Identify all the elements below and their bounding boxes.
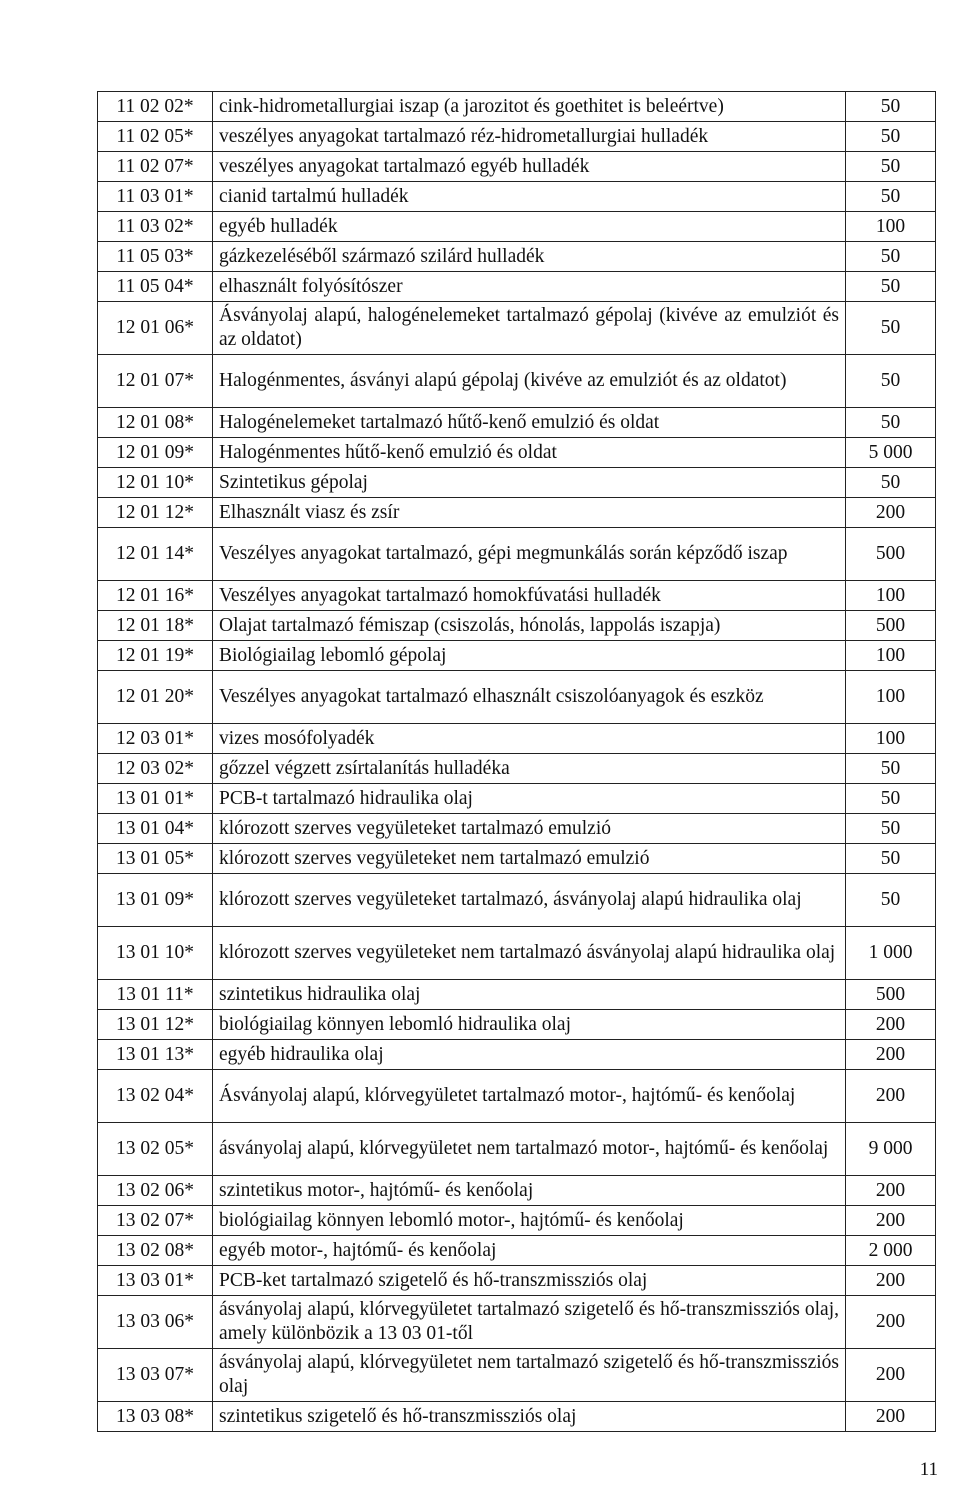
waste-code-cell: 13 01 13* — [98, 1040, 213, 1070]
waste-description-cell: Ásványolaj alapú, halogénelemeket tartalmazó gépolaj (kivéve az emulziót és az oldatot) — [213, 302, 846, 355]
quantity-cell: 50 — [846, 182, 936, 212]
table-row — [98, 1349, 936, 1402]
waste-code-cell: 13 02 04* — [98, 1070, 213, 1123]
waste-description-cell: Biológiailag lebomló gépolaj — [213, 641, 846, 671]
waste-description-cell: Veszélyes anyagokat tartalmazó homokfúvatási hulladék — [213, 581, 846, 611]
waste-code-cell: 12 01 20* — [98, 671, 213, 724]
quantity-cell: 200 — [846, 1402, 936, 1432]
quantity-cell: 100 — [846, 641, 936, 671]
quantity-cell: 200 — [846, 1040, 936, 1070]
waste-code-cell: 12 01 06* — [98, 302, 213, 355]
table-row — [98, 438, 936, 468]
waste-code-cell: 11 05 04* — [98, 272, 213, 302]
waste-description-cell: veszélyes anyagokat tartalmazó réz-hidrometallurgiai hulladék — [213, 122, 846, 152]
waste-description-cell: szintetikus hidraulika olaj — [213, 980, 846, 1010]
table-row — [98, 611, 936, 641]
waste-description-cell: cianid tartalmú hulladék — [213, 182, 846, 212]
waste-description-cell: Ásványolaj alapú, klórvegyületet tartalmazó motor-, hajtómű- és kenőolaj — [213, 1070, 846, 1123]
page-number: 11 — [919, 1459, 938, 1480]
waste-description-cell: klórozott szerves vegyületeket tartalmazó, ásványolaj alapú hidraulika olaj — [213, 874, 846, 927]
table-row — [98, 927, 936, 980]
quantity-cell: 50 — [846, 844, 936, 874]
table-row — [98, 1010, 936, 1040]
waste-description-cell: szintetikus motor-, hajtómű- és kenőolaj — [213, 1176, 846, 1206]
table-row — [98, 784, 936, 814]
quantity-cell: 50 — [846, 302, 936, 355]
waste-code-cell: 12 01 16* — [98, 581, 213, 611]
table-row — [98, 980, 936, 1010]
table-row — [98, 272, 936, 302]
table-row — [98, 641, 936, 671]
waste-code-cell: 11 02 05* — [98, 122, 213, 152]
quantity-cell: 50 — [846, 754, 936, 784]
waste-code-cell: 12 01 12* — [98, 498, 213, 528]
table-row — [98, 1296, 936, 1349]
quantity-cell: 50 — [846, 814, 936, 844]
table-row — [98, 1236, 936, 1266]
quantity-cell: 100 — [846, 212, 936, 242]
waste-description-cell: biológiailag könnyen lebomló motor-, hajtómű- és kenőolaj — [213, 1206, 846, 1236]
waste-description-cell: egyéb motor-, hajtómű- és kenőolaj — [213, 1236, 846, 1266]
waste-description-cell: egyéb hidraulika olaj — [213, 1040, 846, 1070]
waste-description-cell: ásványolaj alapú, klórvegyületet nem tartalmazó motor-, hajtómű- és kenőolaj — [213, 1123, 846, 1176]
waste-description-cell: vizes mosófolyadék — [213, 724, 846, 754]
table-row — [98, 92, 936, 122]
waste-code-cell: 12 03 02* — [98, 754, 213, 784]
waste-description-cell: szintetikus szigetelő és hő-transzmissziós olaj — [213, 1402, 846, 1432]
waste-description-cell: veszélyes anyagokat tartalmazó egyéb hulladék — [213, 152, 846, 182]
waste-description-cell: klórozott szerves vegyületeket tartalmazó emulzió — [213, 814, 846, 844]
table-row — [98, 724, 936, 754]
table-row — [98, 152, 936, 182]
table-row — [98, 581, 936, 611]
table-row — [98, 408, 936, 438]
quantity-cell: 50 — [846, 152, 936, 182]
waste-code-cell: 13 03 01* — [98, 1266, 213, 1296]
table-row — [98, 1266, 936, 1296]
quantity-cell: 200 — [846, 1176, 936, 1206]
waste-description-cell: gőzzel végzett zsírtalanítás hulladéka — [213, 754, 846, 784]
waste-code-cell: 13 02 05* — [98, 1123, 213, 1176]
quantity-cell: 50 — [846, 874, 936, 927]
table-row — [98, 1402, 936, 1432]
waste-description-cell: klórozott szerves vegyületeket nem tartalmazó ásványolaj alapú hidraulika olaj — [213, 927, 846, 980]
waste-description-cell: PCB-ket tartalmazó szigetelő és hő-transzmissziós olaj — [213, 1266, 846, 1296]
waste-description-cell: gázkezeléséből származó szilárd hulladék — [213, 242, 846, 272]
quantity-cell: 500 — [846, 528, 936, 581]
waste-code-cell: 12 01 10* — [98, 468, 213, 498]
waste-description-cell: Halogénmentes hűtő-kenő emulzió és oldat — [213, 438, 846, 468]
quantity-cell: 200 — [846, 1070, 936, 1123]
quantity-cell: 50 — [846, 272, 936, 302]
quantity-cell: 50 — [846, 468, 936, 498]
quantity-cell: 500 — [846, 611, 936, 641]
table-row — [98, 122, 936, 152]
waste-table — [97, 91, 936, 1432]
table-row — [98, 212, 936, 242]
table-row — [98, 671, 936, 724]
table-row — [98, 874, 936, 927]
waste-code-cell: 12 01 14* — [98, 528, 213, 581]
waste-code-cell: 13 01 01* — [98, 784, 213, 814]
waste-code-cell: 12 01 08* — [98, 408, 213, 438]
waste-code-cell: 13 03 07* — [98, 1349, 213, 1402]
waste-description-cell: klórozott szerves vegyületeket nem tartalmazó emulzió — [213, 844, 846, 874]
table-row — [98, 528, 936, 581]
table-row — [98, 1070, 936, 1123]
waste-description-cell: Olajat tartalmazó fémiszap (csiszolás, hónolás, lappolás iszapja) — [213, 611, 846, 641]
quantity-cell: 200 — [846, 498, 936, 528]
waste-description-cell: PCB-t tartalmazó hidraulika olaj — [213, 784, 846, 814]
waste-code-cell: 13 01 05* — [98, 844, 213, 874]
quantity-cell: 100 — [846, 724, 936, 754]
waste-description-cell: Halogénelemeket tartalmazó hűtő-kenő emulzió és oldat — [213, 408, 846, 438]
waste-code-cell: 12 01 09* — [98, 438, 213, 468]
waste-description-cell: biológiailag könnyen lebomló hidraulika olaj — [213, 1010, 846, 1040]
table-row — [98, 242, 936, 272]
waste-description-cell: ásványolaj alapú, klórvegyületet nem tartalmazó szigetelő és hő-transzmissziós olaj — [213, 1349, 846, 1402]
quantity-cell: 1 000 — [846, 927, 936, 980]
waste-code-cell: 13 03 08* — [98, 1402, 213, 1432]
waste-code-cell: 11 03 02* — [98, 212, 213, 242]
waste-description-cell: cink-hidrometallurgiai iszap (a jarozitot és goethitet is beleértve) — [213, 92, 846, 122]
table-row — [98, 302, 936, 355]
waste-description-cell: elhasznált folyósítószer — [213, 272, 846, 302]
quantity-cell: 100 — [846, 581, 936, 611]
quantity-cell: 200 — [846, 1349, 936, 1402]
waste-code-cell: 12 01 19* — [98, 641, 213, 671]
quantity-cell: 5 000 — [846, 438, 936, 468]
waste-description-cell: Szintetikus gépolaj — [213, 468, 846, 498]
waste-description-cell: Veszélyes anyagokat tartalmazó, gépi megmunkálás során képződő iszap — [213, 528, 846, 581]
waste-code-cell: 12 01 18* — [98, 611, 213, 641]
quantity-cell: 200 — [846, 1266, 936, 1296]
waste-code-cell: 13 01 09* — [98, 874, 213, 927]
quantity-cell: 200 — [846, 1010, 936, 1040]
waste-description-cell: egyéb hulladék — [213, 212, 846, 242]
waste-code-cell: 12 01 07* — [98, 355, 213, 408]
waste-table-body — [98, 92, 936, 1432]
waste-code-cell: 11 05 03* — [98, 242, 213, 272]
table-row — [98, 1176, 936, 1206]
waste-code-cell: 11 02 07* — [98, 152, 213, 182]
waste-description-cell: Halogénmentes, ásványi alapú gépolaj (kivéve az emulziót és az oldatot) — [213, 355, 846, 408]
table-row — [98, 754, 936, 784]
table-row — [98, 1206, 936, 1236]
table-row — [98, 498, 936, 528]
table-row — [98, 1040, 936, 1070]
waste-description-cell: Elhasznált viasz és zsír — [213, 498, 846, 528]
table-row — [98, 182, 936, 212]
waste-description-cell: Veszélyes anyagokat tartalmazó elhasznált csiszolóanyagok és eszköz — [213, 671, 846, 724]
waste-description-cell: ásványolaj alapú, klórvegyületet tartalmazó szigetelő és hő-transzmissziós olaj, amely különbözik a 13 03 01-től — [213, 1296, 846, 1349]
table-row — [98, 1123, 936, 1176]
table-row — [98, 844, 936, 874]
waste-code-cell: 13 01 04* — [98, 814, 213, 844]
quantity-cell: 50 — [846, 784, 936, 814]
table-row — [98, 355, 936, 408]
quantity-cell: 500 — [846, 980, 936, 1010]
quantity-cell: 200 — [846, 1206, 936, 1236]
waste-code-cell: 13 02 08* — [98, 1236, 213, 1266]
waste-code-cell: 13 02 07* — [98, 1206, 213, 1236]
waste-code-cell: 11 03 01* — [98, 182, 213, 212]
quantity-cell: 9 000 — [846, 1123, 936, 1176]
waste-code-cell: 13 02 06* — [98, 1176, 213, 1206]
quantity-cell: 2 000 — [846, 1236, 936, 1266]
quantity-cell: 100 — [846, 671, 936, 724]
waste-code-cell: 13 01 12* — [98, 1010, 213, 1040]
table-row — [98, 468, 936, 498]
waste-code-cell: 12 03 01* — [98, 724, 213, 754]
waste-code-cell: 13 03 06* — [98, 1296, 213, 1349]
quantity-cell: 50 — [846, 355, 936, 408]
quantity-cell: 50 — [846, 92, 936, 122]
quantity-cell: 50 — [846, 122, 936, 152]
quantity-cell: 50 — [846, 408, 936, 438]
quantity-cell: 200 — [846, 1296, 936, 1349]
waste-code-cell: 13 01 10* — [98, 927, 213, 980]
waste-code-cell: 11 02 02* — [98, 92, 213, 122]
waste-code-cell: 13 01 11* — [98, 980, 213, 1010]
quantity-cell: 50 — [846, 242, 936, 272]
table-row — [98, 814, 936, 844]
